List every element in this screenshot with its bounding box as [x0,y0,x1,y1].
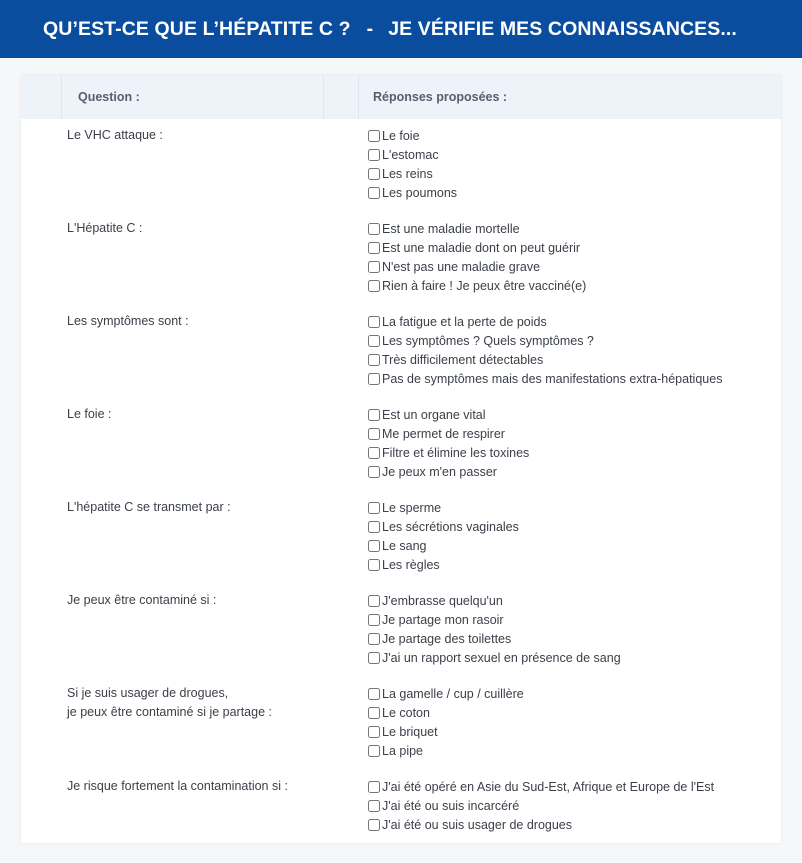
question-label: Le foie : [67,407,112,421]
banner-title-right: JE VÉRIFIE MES CONNAISSANCES... [388,17,737,40]
answer-option[interactable] [368,424,529,443]
answer-option-label: Je peux m'en passer [382,464,497,479]
answer-checkbox[interactable] [368,130,380,142]
header-answers: Réponses proposées : [373,90,508,104]
answer-checkbox[interactable] [368,781,380,793]
answer-options [368,219,586,295]
answer-option[interactable] [368,219,586,238]
answer-option[interactable] [368,183,457,202]
answer-option-label: Le sang [382,538,427,553]
answer-option-label: Rien à faire ! Je peux être vacciné(e) [382,278,587,293]
answer-option[interactable] [368,517,519,536]
answer-checkbox[interactable] [368,688,380,700]
answer-option[interactable] [368,498,519,517]
answer-option-label: Très difficilement détectables [382,352,544,367]
question-label: Si je suis usager de drogues, je peux être contaminé si je partage : [67,686,272,719]
answer-option-label: Le coton [382,705,430,720]
answer-option[interactable] [368,741,524,760]
answer-checkbox[interactable] [368,223,380,235]
answer-options [368,777,714,834]
answer-option[interactable] [368,536,519,555]
answer-option-label: Pas de symptômes mais des manifestations extra-hépatiques [382,371,723,386]
question-label: Je risque fortement la contamination si : [67,779,288,793]
answer-option-label: Le briquet [382,724,438,739]
answer-checkbox[interactable] [368,595,380,607]
answer-option-label: Je partage mon rasoir [382,612,504,627]
header-divider [61,75,62,119]
answer-option-label: Est un organe vital [382,407,486,422]
answer-options [368,126,457,202]
answer-option-label: La gamelle / cup / cuillère [382,686,524,701]
answer-checkbox[interactable] [368,409,380,421]
answer-checkbox[interactable] [368,559,380,571]
answer-checkbox[interactable] [368,373,380,385]
question-label: L'hépatite C se transmet par : [67,500,231,514]
answer-option[interactable] [368,684,524,703]
answer-options [368,684,524,760]
question-label: L'Hépatite C : [67,221,143,235]
answer-checkbox[interactable] [368,466,380,478]
answer-checkbox[interactable] [368,280,380,292]
answer-option[interactable] [368,238,586,257]
answer-checkbox[interactable] [368,726,380,738]
answer-option-label: Je partage des toilettes [382,631,512,646]
answer-checkbox[interactable] [368,335,380,347]
answer-checkbox[interactable] [368,242,380,254]
answer-option[interactable] [368,796,714,815]
quiz-table [21,75,781,843]
answer-checkbox[interactable] [368,652,380,664]
question-label: Je peux être contaminé si : [67,593,217,607]
answer-option[interactable] [368,815,714,834]
header-divider [323,75,324,119]
answer-options [368,591,621,667]
answer-option[interactable] [368,312,722,331]
header-question: Question : [78,90,140,104]
answer-checkbox[interactable] [368,819,380,831]
answer-option-label: Filtre et élimine les toxines [382,445,530,460]
answer-option-label: J'ai été ou suis incarcéré [382,798,520,813]
answer-checkbox[interactable] [368,633,380,645]
answer-option-label: Les symptômes ? Quels symptômes ? [382,333,594,348]
answer-checkbox[interactable] [368,614,380,626]
answer-option[interactable] [368,405,529,424]
answer-checkbox[interactable] [368,447,380,459]
answer-option-label: Est une maladie dont on peut guérir [382,240,581,255]
answer-option[interactable] [368,722,524,741]
answer-options [368,498,519,574]
answer-option-label: J'embrasse quelqu'un [382,593,503,608]
answer-option-label: J'ai été opéré en Asie du Sud-Est, Afrique et Europe de l'Est [382,779,715,794]
table-header [21,75,781,119]
answer-options [368,312,722,388]
answer-option[interactable] [368,369,722,388]
banner-title-left: QU’EST-CE QUE L’HÉPATITE C ? [43,17,351,40]
answer-checkbox[interactable] [368,800,380,812]
answer-checkbox[interactable] [368,261,380,273]
answer-option[interactable] [368,591,621,610]
answer-checkbox[interactable] [368,540,380,552]
question-label: Le VHC attaque : [67,128,163,142]
answer-option[interactable] [368,777,714,796]
answer-option-label: Est une maladie mortelle [382,221,520,236]
answer-option[interactable] [368,555,519,574]
answer-checkbox[interactable] [368,149,380,161]
answer-checkbox[interactable] [368,502,380,514]
question-label: Les symptômes sont : [67,314,189,328]
answer-option-label: Les règles [382,557,440,572]
answer-option[interactable] [368,145,457,164]
answer-option-label: J'ai été ou suis usager de drogues [382,817,573,832]
page-banner [0,0,802,58]
answer-checkbox[interactable] [368,187,380,199]
answer-option-label: J'ai un rapport sexuel en présence de sang [382,650,621,665]
answer-option[interactable] [368,443,529,462]
answer-checkbox[interactable] [368,745,380,757]
answer-checkbox[interactable] [368,168,380,180]
banner-separator: - [366,17,374,40]
answer-option[interactable] [368,276,586,295]
answer-checkbox[interactable] [368,354,380,366]
answer-option[interactable] [368,629,621,648]
answer-option[interactable] [368,350,722,369]
answer-option[interactable] [368,703,524,722]
answer-option[interactable] [368,331,722,350]
answer-option-label: N'est pas une maladie grave [382,259,541,274]
answer-option-label: L'estomac [382,147,439,162]
answer-option-label: La pipe [382,743,424,758]
answer-checkbox[interactable] [368,521,380,533]
answer-options [368,405,529,481]
answer-checkbox[interactable] [368,316,380,328]
answer-option[interactable] [368,462,529,481]
answer-option[interactable] [368,257,586,276]
answer-option[interactable] [368,126,457,145]
answer-checkbox[interactable] [368,707,380,719]
answer-option-label: La fatigue et la perte de poids [382,314,547,329]
answer-option[interactable] [368,164,457,183]
answer-option-label: Me permet de respirer [382,426,505,441]
answer-option-label: Les reins [382,166,433,181]
answer-option-label: Les poumons [382,185,458,200]
header-divider [358,75,359,119]
answer-option[interactable] [368,648,621,667]
answer-option-label: Le foie [382,128,420,143]
answer-option-label: Le sperme [382,500,442,515]
answer-option[interactable] [368,610,621,629]
answer-option-label: Les sécrétions vaginales [382,519,519,534]
answer-checkbox[interactable] [368,428,380,440]
